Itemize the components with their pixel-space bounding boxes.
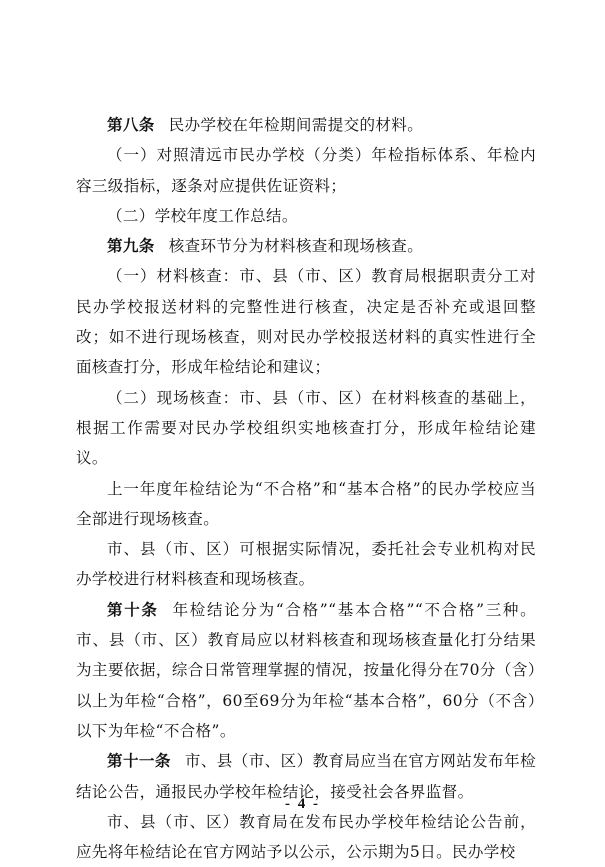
article-heading: 第十条 <box>107 600 159 619</box>
paragraph-item <box>76 807 536 867</box>
paragraph-item <box>76 383 536 474</box>
article-heading: 第十一条 <box>107 752 171 771</box>
paragraph-text: 年检结论分为“合格”“基本合格”“不合格”三种。市、县（市、区）教育局应以材料核查和现场核查量化打分结果为主要依据，综合日常管理掌握的情况，按量化得分在70分（含）以上为年检“合格”，60至69分为年检“基本合格”，60分（不含）以下为年检“不合格”。 <box>76 600 536 740</box>
paragraph-text: 市、县（市、区）可根据实际情况，委托社会专业机构对民办学校进行材料核查和现场核查。 <box>76 540 536 589</box>
paragraph-article-10 <box>76 595 536 746</box>
paragraph-text: （一）对照清远市民办学校（分类）年检指标体系、年检内容三级指标，逐条对应提供佐证资料； <box>76 146 536 195</box>
paragraph-text: （二）现场核查：市、县（市、区）在材料核查的基础上，根据工作需要对民办学校组织实地核查打分，形成年检结论建议。 <box>76 388 536 468</box>
paragraph-text: 上一年度年检结论为“不合格”和“基本合格”的民办学校应当全部进行现场核查。 <box>76 479 536 528</box>
article-heading: 第九条 <box>107 237 155 256</box>
paragraph-text: 核查环节分为材料核查和现场核查。 <box>168 237 424 256</box>
paragraph-item <box>76 534 536 595</box>
paragraph-article-9 <box>76 231 536 261</box>
paragraph-item <box>76 140 536 201</box>
paragraph-text: 市、县（市、区）教育局在发布民办学校年检结论公告前，应先将年检结论在官方网站予以公示，公示期为5日。民办学校 <box>76 812 536 862</box>
paragraph-item <box>76 201 536 231</box>
document-body <box>76 110 536 867</box>
paragraph-item <box>76 261 536 382</box>
paragraph-text: （一）材料核查：市、县（市、区）教育局根据职责分工对民办学校报送材料的完整性进行核查，决定是否补充或退回整改；如不进行现场核查，则对民办学校报送材料的真实性进行全面核查打分，形成年检结论和建议； <box>76 267 536 377</box>
paragraph-text: 市、县（市、区）教育局应当在官方网站发布年检结论公告，通报民办学校年检结论，接受社会各界监督。 <box>76 752 536 801</box>
paragraph-article-8 <box>76 110 536 140</box>
paragraph-text: 民办学校在年检期间需提交的材料。 <box>168 116 424 134</box>
article-heading: 第八条 <box>107 116 155 134</box>
paragraph-text: （二）学校年度工作总结。 <box>107 206 298 225</box>
page-number: - 4 - <box>285 796 320 812</box>
paragraph-item <box>76 474 536 535</box>
